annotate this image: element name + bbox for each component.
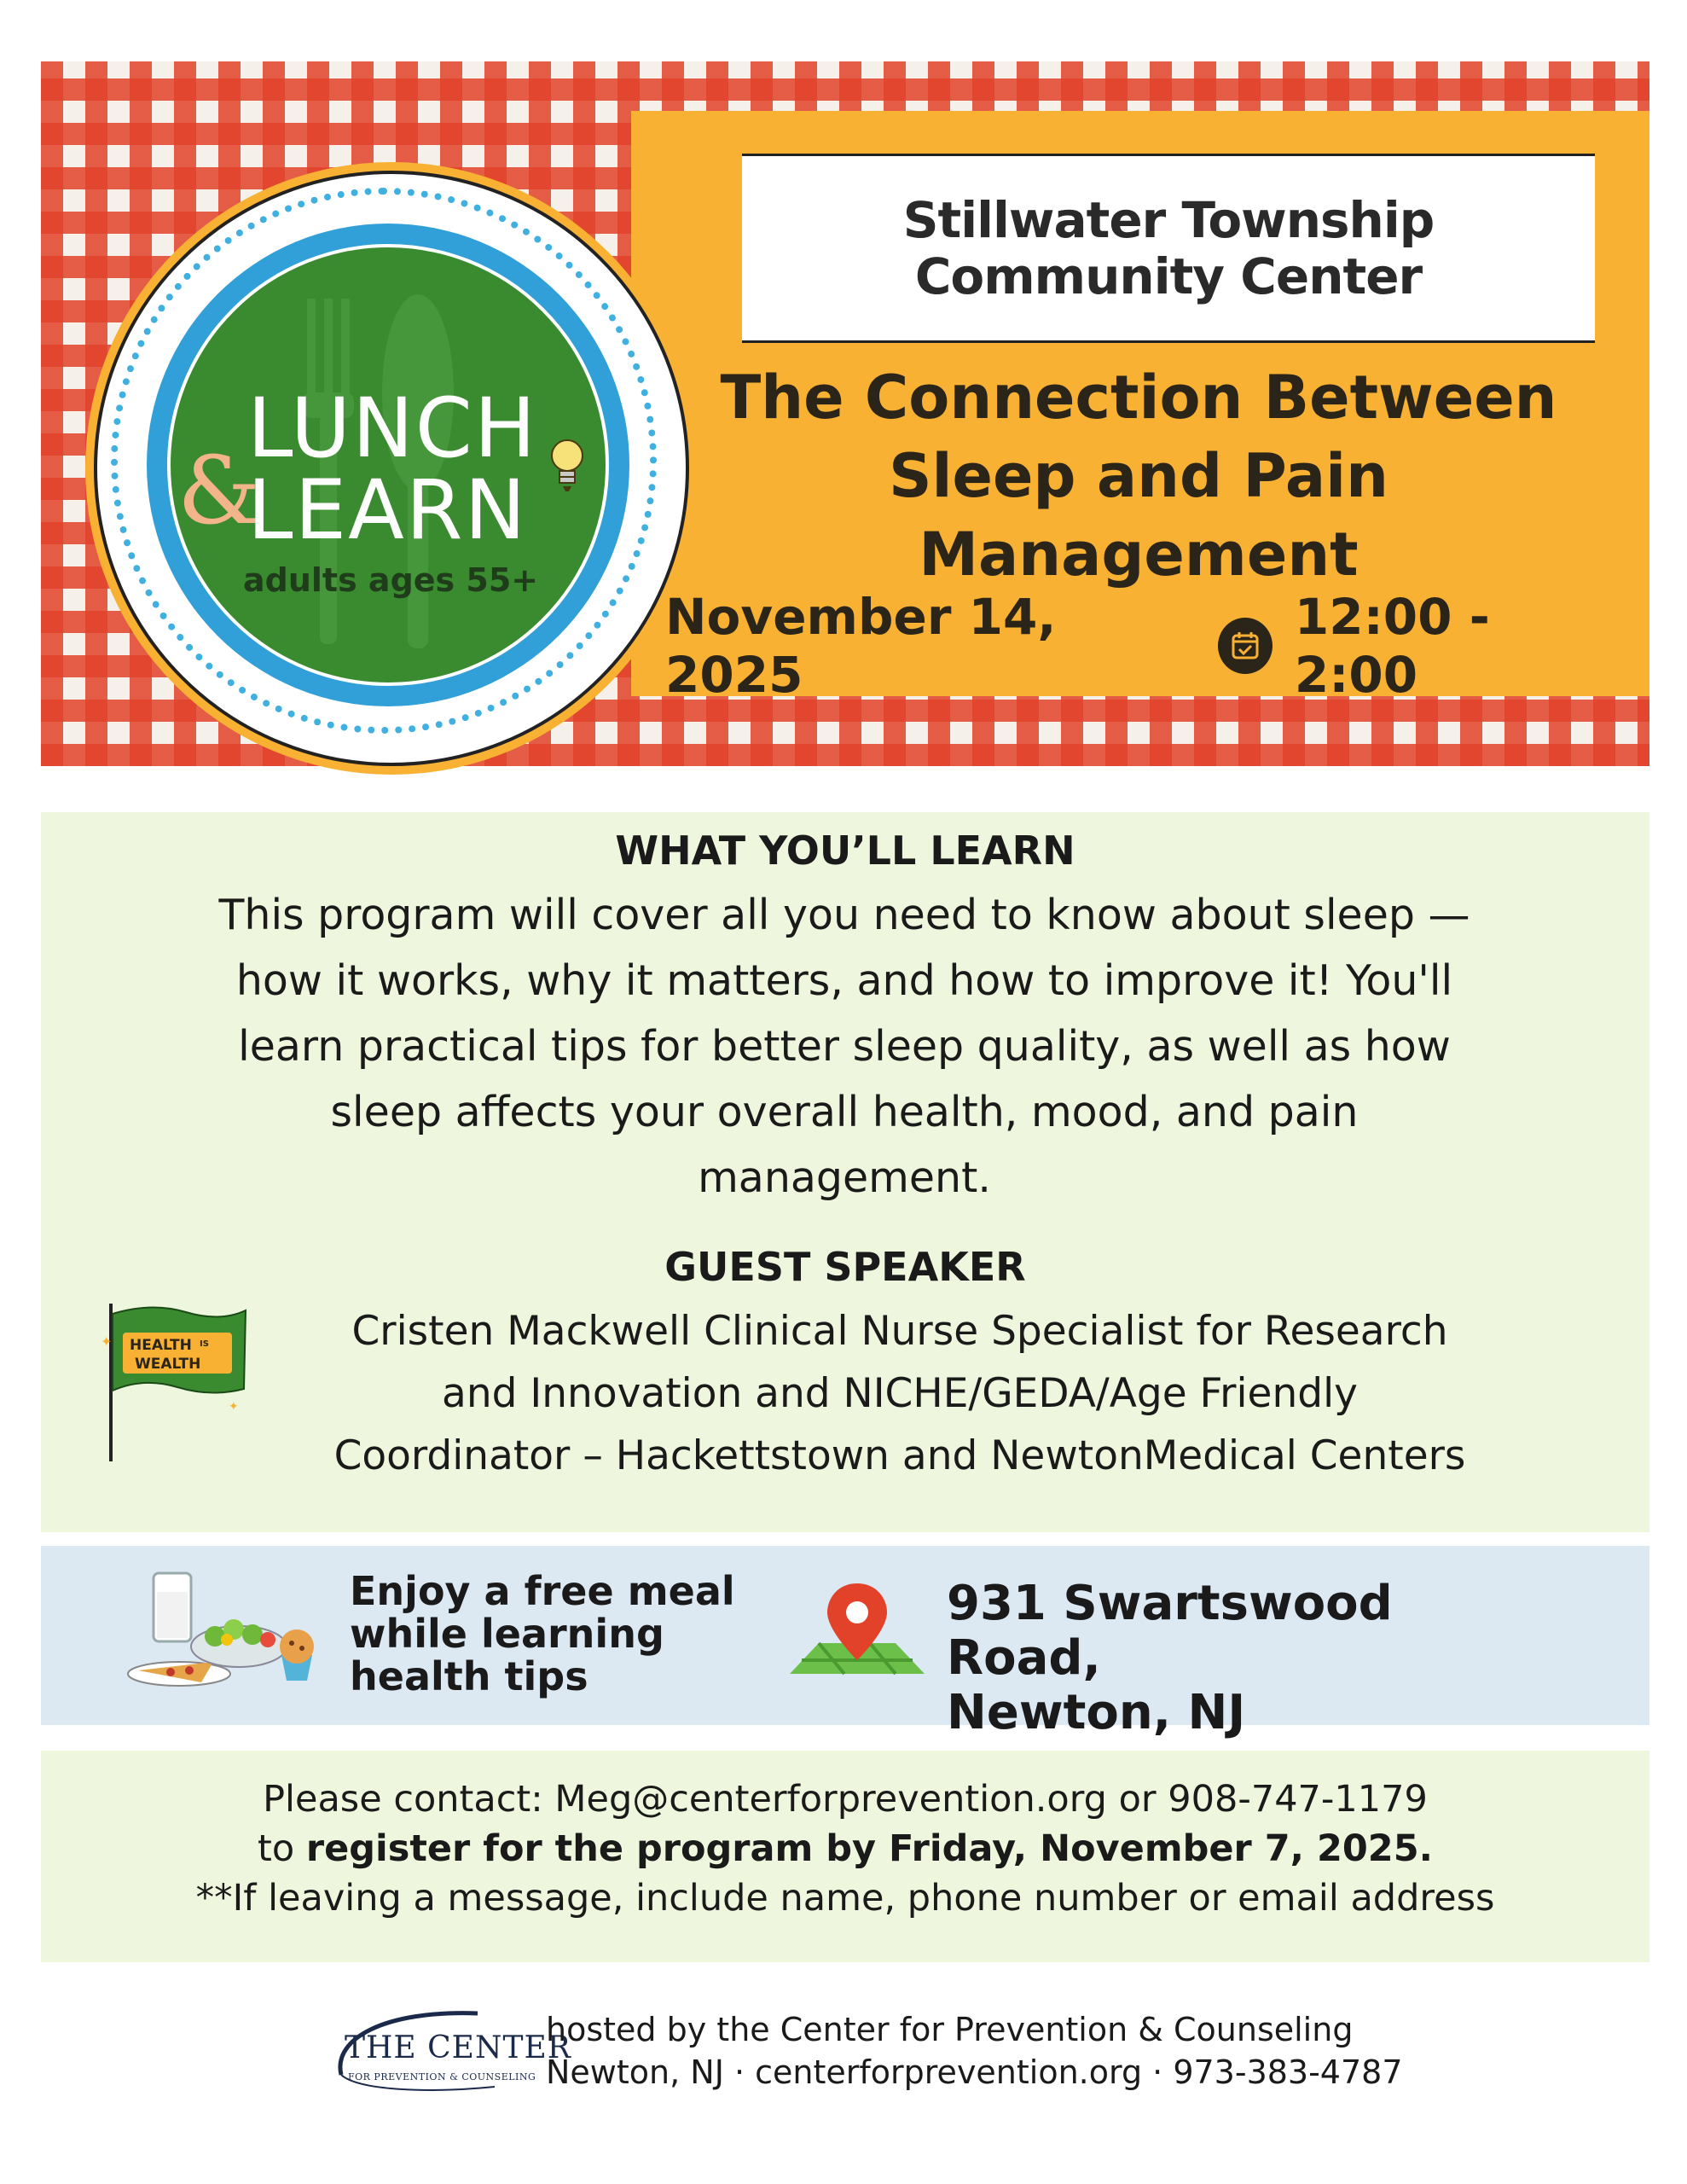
meal-line: while learning (350, 1611, 664, 1657)
logo-word-learn: LEARN (247, 462, 528, 558)
contact-line-3: **If leaving a message, include name, phone number or email address (195, 1877, 1495, 1920)
learn-line: This program will cover all you need to know about sleep — (218, 891, 1470, 939)
map-pin-icon (785, 1578, 930, 1693)
svg-text:✦: ✦ (101, 1333, 113, 1350)
location-text (947, 1577, 1561, 1740)
contact-line-1: Please contact: Meg@centerforprevention.org or 908-747-1179 (263, 1778, 1428, 1821)
meal-line: health tips (350, 1653, 588, 1699)
address-line-1: 931 Swartswood Road, (947, 1576, 1393, 1686)
calendar-icon (1218, 618, 1272, 674)
speaker-body (230, 1300, 1569, 1487)
contact-line-2-prefix: to (258, 1827, 306, 1870)
event-title-line-1: The Connection Between (720, 363, 1557, 433)
learn-line: sleep affects your overall health, mood, and pain (330, 1088, 1359, 1136)
contact-block (41, 1774, 1649, 1923)
event-date-row (665, 588, 1620, 704)
logo-audience: adults ages 55+ (243, 561, 539, 599)
footer-line-2: Newton, NJ · centerforprevention.org · 973-383-4787 (546, 2053, 1403, 2091)
learn-line: learn practical tips for better sleep quality, as well as how (238, 1022, 1451, 1071)
meal-text (350, 1570, 793, 1698)
event-title (648, 358, 1629, 594)
event-time: 12:00 - 2:00 (1294, 588, 1490, 704)
logo-word-lunch: LUNCH (247, 380, 537, 476)
address-line-2: Newton, NJ (947, 1685, 1246, 1740)
meal-line: Enjoy a free meal (350, 1568, 735, 1614)
footer-line-1: hosted by the Center for Prevention & Counseling (546, 2011, 1354, 2048)
speaker-line: Cristen Mackwell Clinical Nurse Specialist for Research (351, 1308, 1448, 1355)
svg-text:✦: ✦ (229, 1400, 239, 1414)
learn-line: management. (698, 1153, 991, 1202)
logo-center-subtitle: FOR PREVENTION & COUNSELING (348, 2071, 536, 2082)
venue-line-2: Community Center (914, 247, 1423, 305)
event-date: November 14, 2025 (665, 588, 1057, 704)
learn-line: how it works, why it matters, and how to improve it! You'll (235, 956, 1453, 1005)
logo-ampersand: & (177, 436, 261, 545)
footer-text (546, 2008, 1484, 2094)
learn-body (102, 882, 1586, 1211)
logo-center-name: THE CENTER (345, 2030, 571, 2065)
speaker-line: Coordinator – Hackettstown and NewtonMedical Centers (333, 1432, 1466, 1479)
event-title-line-2: Sleep and Pain (889, 441, 1388, 511)
learn-heading: WHAT YOU’LL LEARN (615, 828, 1075, 874)
venue-line-1: Stillwater Township (902, 191, 1435, 249)
venue-box (742, 154, 1595, 343)
meal-icon (119, 1561, 333, 1701)
lightbulb-icon (546, 435, 588, 498)
contact-line-2 (41, 1824, 1649, 1873)
speaker-line: and Innovation and NICHE/GEDA/Age Friendly (442, 1370, 1358, 1417)
registration-deadline: register for the program by Friday, November 7, 2025. (305, 1827, 1433, 1870)
flag-word-wealth: WEALTH (135, 1356, 201, 1373)
flag-word-health: HEALTH (130, 1337, 192, 1354)
event-title-line-3: Management (919, 520, 1359, 590)
flag-word-is: IS (200, 1339, 209, 1349)
speaker-heading: GUEST SPEAKER (664, 1244, 1026, 1290)
